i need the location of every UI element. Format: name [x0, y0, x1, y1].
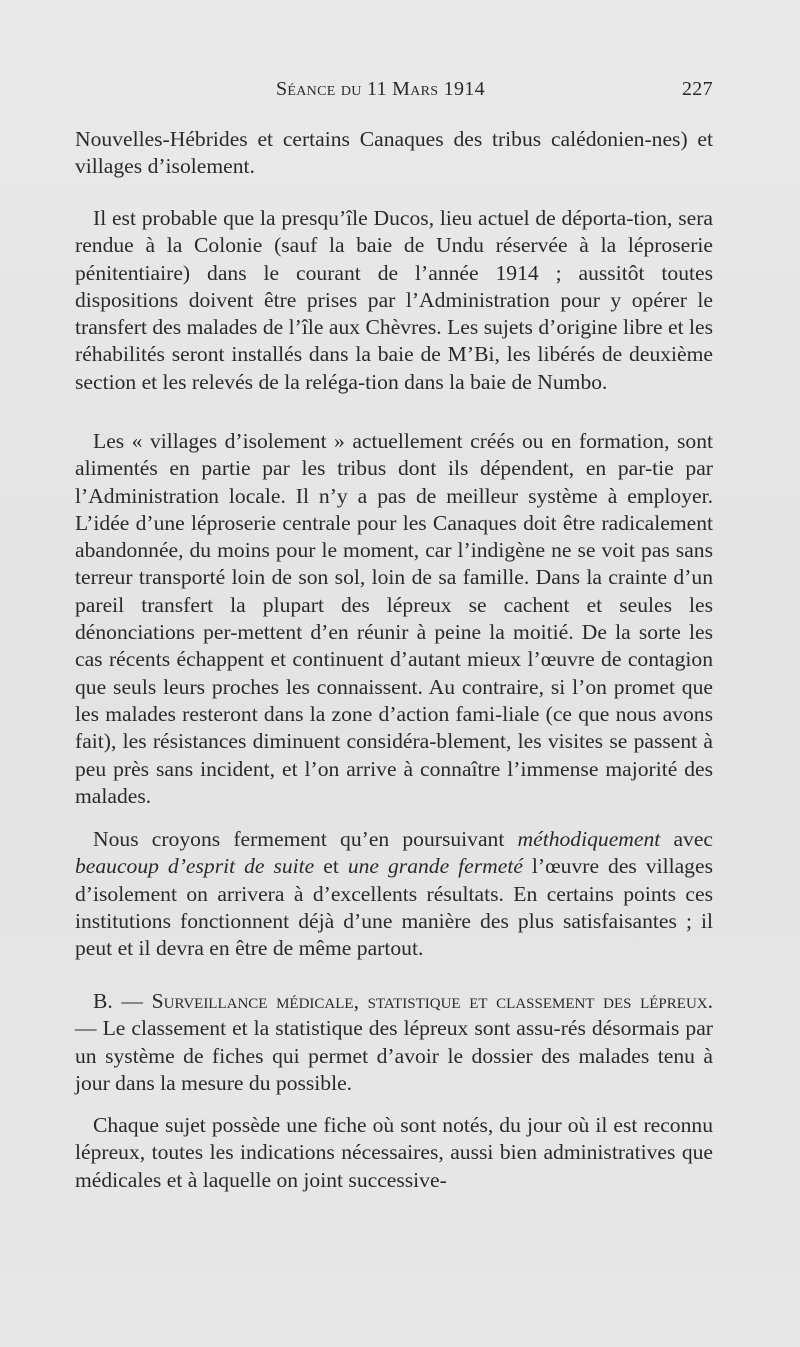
section-b-label: B. — [93, 989, 152, 1013]
p4-text-1: Nous croyons fermement qu’en poursuivant [93, 827, 518, 851]
page-number: 227 [682, 78, 713, 100]
section-b-paragraph [75, 988, 713, 1097]
p4-emphasis-1: méthodiquement [517, 827, 661, 851]
p4-text-3: et [314, 854, 348, 879]
paragraph-4-block [75, 826, 713, 962]
p4-emphasis-3: une grande fermeté [347, 854, 523, 879]
section-b-heading: Surveillance médicale, statistique et classement des lépreux. [151, 989, 714, 1013]
paragraph-1-block [75, 126, 713, 181]
paragraph-2-block [75, 205, 713, 396]
p4-text-4: l’œuvre des villages d’isolement on arrivera à d’excellents résultats. En certains points ces institutions fonctionnent déjà d’une manière des plus satisfaisantes ; il peut et il devra en être de même partout. [75, 854, 713, 961]
paragraph-6-block [75, 1112, 713, 1194]
paragraph-4 [75, 826, 713, 962]
paragraph-6: Chaque sujet possède une fiche où sont notés, du jour où il est reconnu lépreux, toutes les indications nécessaires, aussi bien administratives que médicales et à laquelle on joint successive- [75, 1113, 713, 1192]
paragraph-3-block [75, 428, 713, 810]
paragraph-3: Les « villages d’isolement » actuellement créés ou en formation, sont alimentés en partie par les tribus dont ils dépendent, en par-tie par l’Administration locale. Il n’y a pas de meilleur système à employer. L’idée d’une léproserie centrale pour les Canaques doit être radicalement abandonnée, du moins pour le moment, car l’indigène ne se voit pas sans terreur transporté loin de son sol, loin de sa famille. Dans la crainte d’un pareil transfert la plupart des lépreux se cachent et seules les dénonciations per-mettent d’en réunir à peine la moitié. De la sorte les cas récents échappent et continuent d’autant mieux l’œuvre de contagion que seuls leurs proches les connaissent. Au contraire, si l’on promet que les malades resteront dans la zone d’action fami-liale (ce que nous avons fait), les résistances diminuent considéra-blement, les visites se passent à peu près sans incident, et l’on arrive à connaître l’immense majorité des malades. [75, 429, 713, 808]
section-b-body: — Le classement et la statistique des lépreux sont assu-rés désormais par un système de fiches qui permet d’avoir le dossier des malades tenu à jour dans la mesure du possible. [75, 1016, 713, 1095]
p4-text-2: avec [660, 827, 713, 851]
p4-emphasis-2: beaucoup d’esprit de suite [75, 854, 315, 879]
section-b-block [75, 988, 713, 1097]
paragraph-1: Nouvelles-Hébrides et certains Canaques des tribus calédonien-nes) et villages d’isolement. [75, 127, 713, 179]
paragraph-2: Il est probable que la presqu’île Ducos, lieu actuel de déporta-tion, sera rendue à la Colonie (sauf la baie de Undu réservée à la léproserie pénitentiaire) dans le courant de l’année 1914 ; aussitôt toutes dispositions doivent être prises par l’Administration pour y opérer le transfert des malades de l’île aux Chèvres. Les sujets d’origine libre et les réhabilités seront installés dans la baie de M’Bi, les libérés de deuxième section et les relevés de la reléga-tion dans la baie de Numbo. [75, 206, 713, 394]
running-title: Séance du 11 Mars 1914 [276, 78, 485, 100]
